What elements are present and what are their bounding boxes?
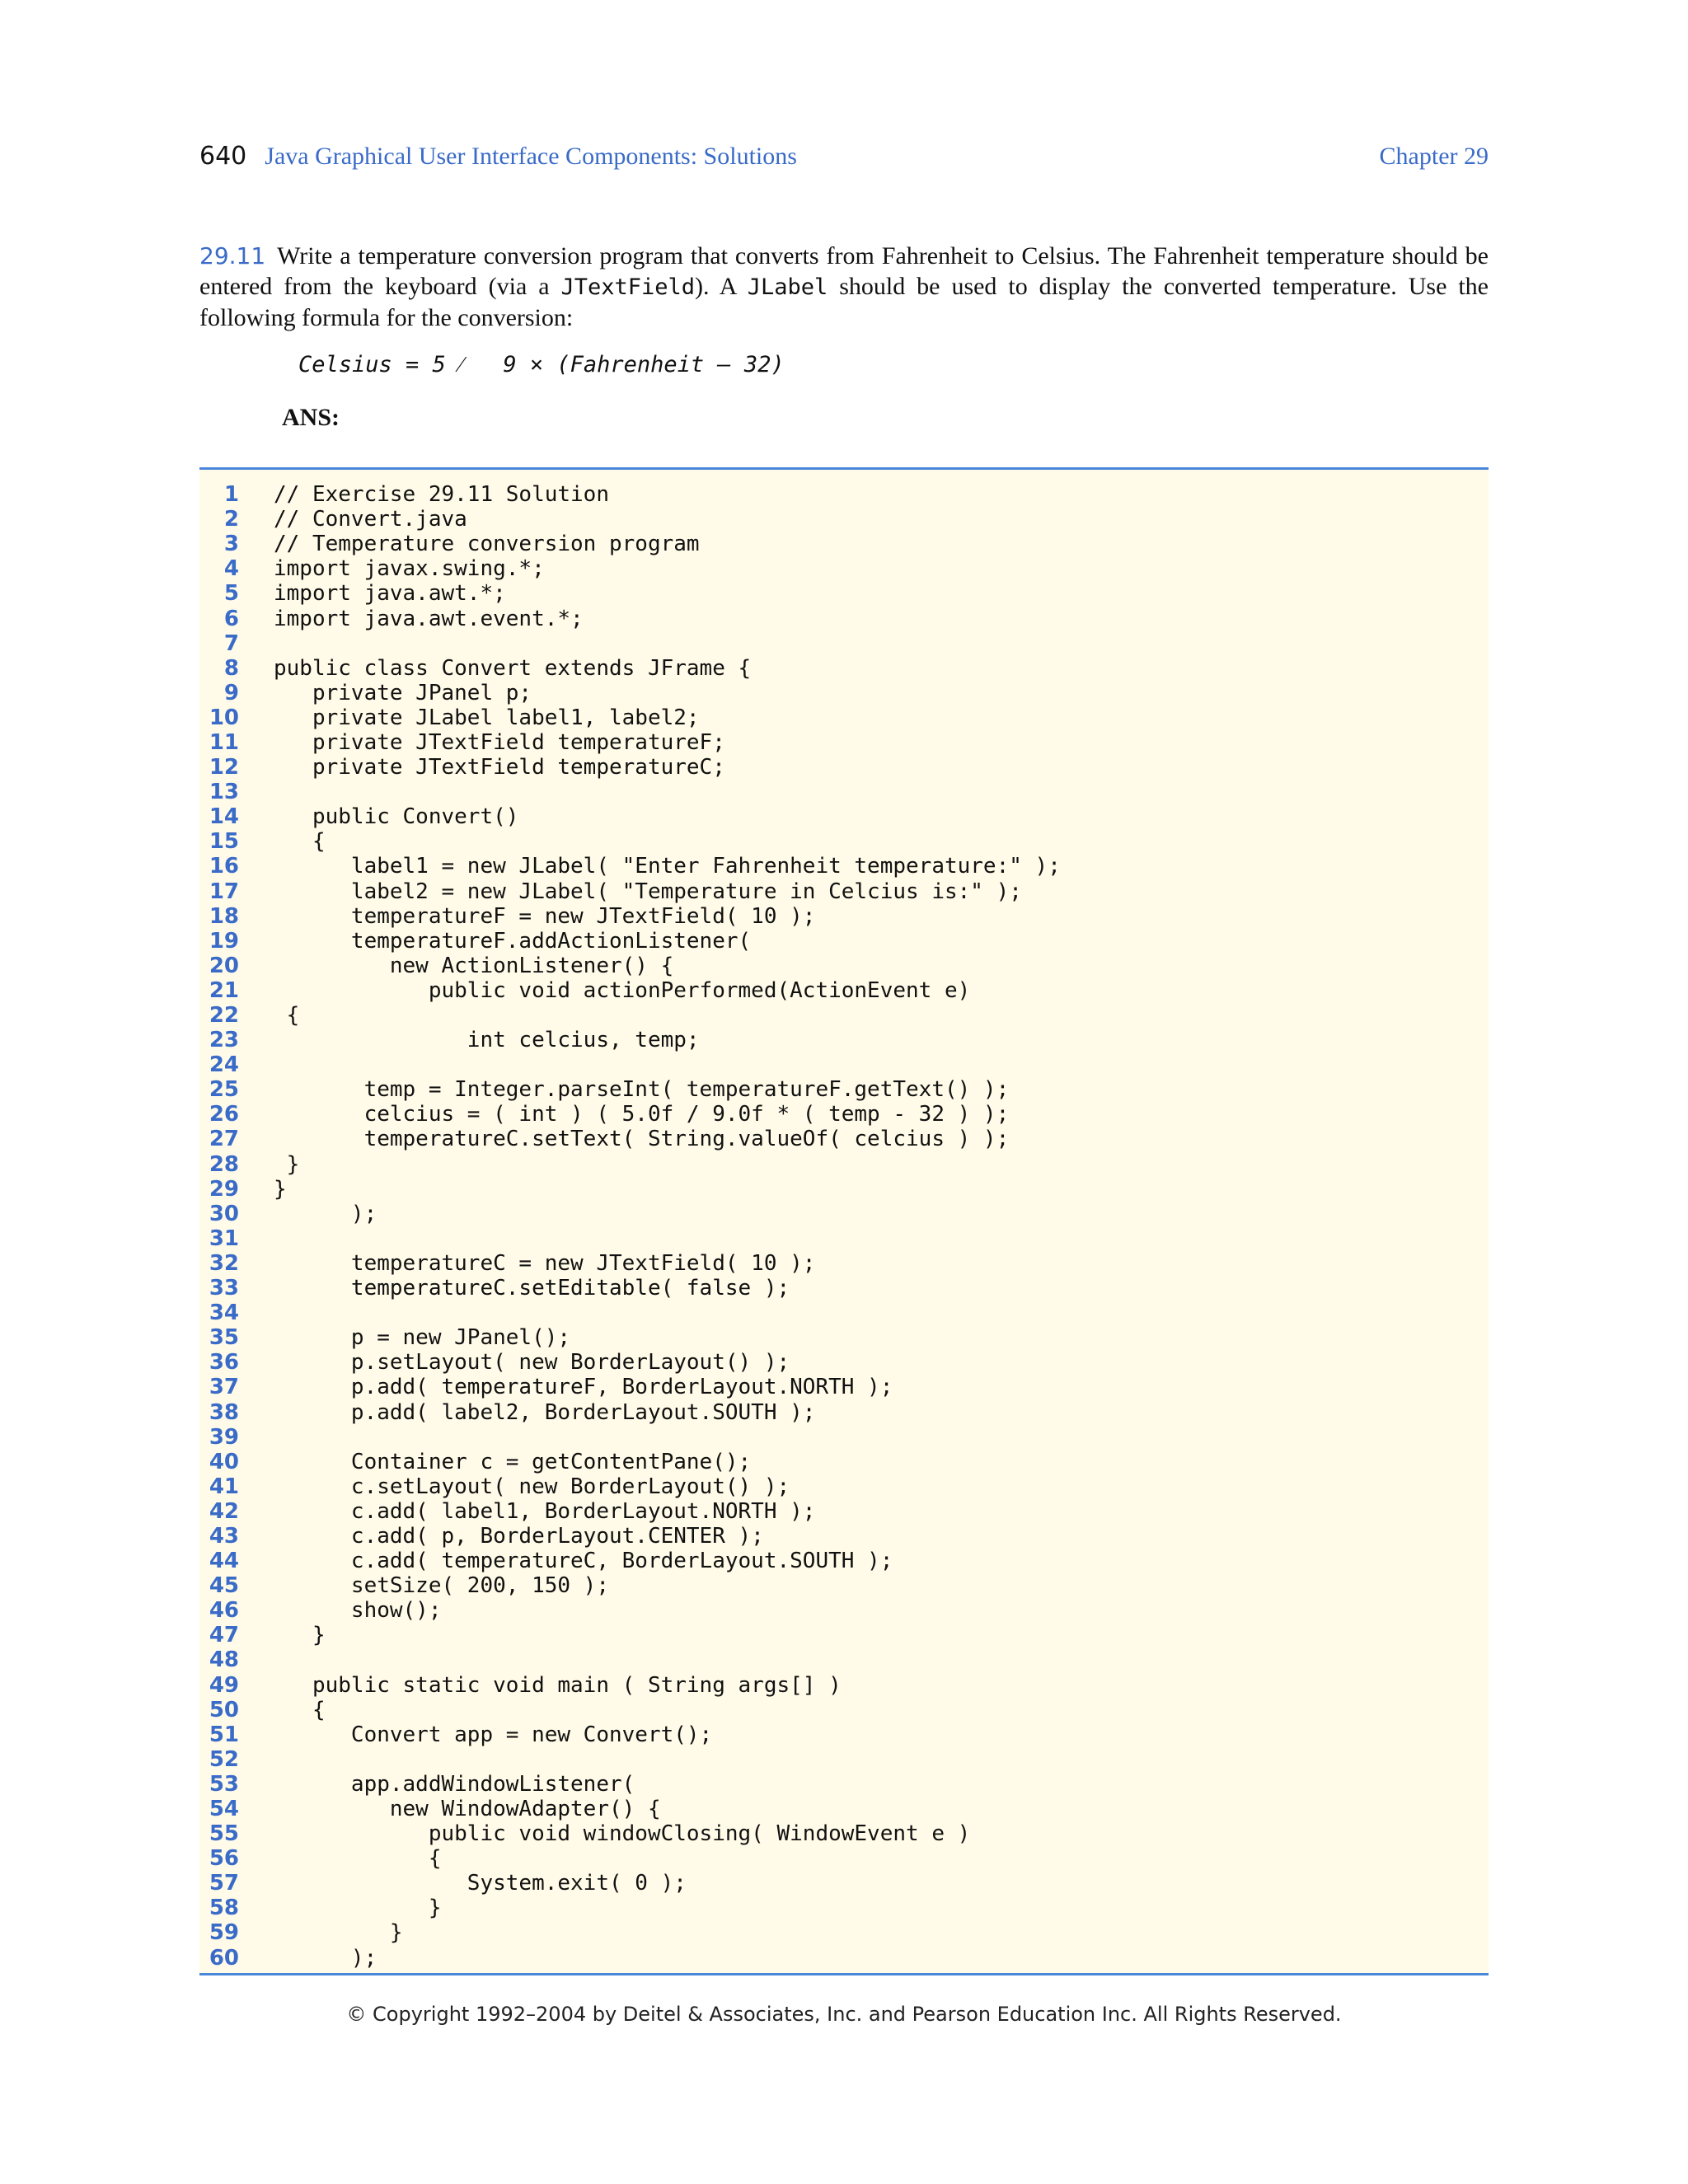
code-line [199,730,1489,755]
code-line [199,1598,1489,1623]
code-text: private JPanel p; [274,680,532,705]
code-line [199,631,1489,656]
code-line [199,755,1489,780]
line-number: 2 [223,507,239,532]
line-number: 48 [209,1647,239,1673]
code-text: } [274,1151,300,1177]
line-number: 51 [209,1722,239,1747]
code-text: } [274,1920,403,1946]
line-number: 19 [209,928,239,954]
code-text: temperatureC = new JTextField( 10 ); [274,1250,816,1276]
line-number: 41 [209,1474,239,1499]
code-line [199,1573,1489,1598]
code-text: label1 = new JLabel( "Enter Fahrenheit temperature:" ); [274,854,1061,879]
code-lines [199,482,1489,1971]
code-line [199,978,1489,1003]
code-line [199,1946,1489,1971]
line-number: 10 [209,705,239,730]
line-number: 46 [209,1598,239,1624]
code-text: // Convert.java [274,507,467,532]
code-text: c.add( label1, BorderLayout.NORTH ); [274,1498,816,1524]
line-number: 4 [223,556,239,582]
code-text: public void windowClosing( WindowEvent e ) [274,1821,971,1847]
line-number: 13 [209,780,239,805]
code-text: temperatureF = new JTextField( 10 ); [274,903,816,929]
exercise-text-3: should be used to display the converted temperature. Use the following formula for the conversion: [199,273,1489,331]
line-number: 7 [223,630,239,656]
code-line [199,1077,1489,1102]
line-number: 35 [209,1325,239,1351]
line-number: 6 [223,606,239,631]
code-line [199,1028,1489,1052]
code-line [199,1301,1489,1325]
line-number: 3 [223,532,239,557]
copyright-footer: © Copyright 1992–2004 by Deitel & Associates, Inc. and Pearson Education Inc. All Rights Reserved. [346,2003,1342,2026]
code-text: } [274,1176,287,1202]
code-line [199,507,1489,532]
code-line [199,1623,1489,1647]
line-number: 1 [223,482,239,508]
line-number: 56 [209,1846,239,1872]
line-number: 60 [209,1945,239,1971]
line-number: 25 [209,1077,239,1103]
code-text: temperatureC.setEditable( false ); [274,1276,790,1301]
code-line [199,829,1489,854]
answer-label: ANS: [282,404,340,431]
line-number: 40 [209,1449,239,1474]
code-text: Container c = getContentPane(); [274,1449,752,1474]
code-line [199,1821,1489,1846]
line-number: 53 [209,1771,239,1797]
code-text: public Convert() [274,804,519,830]
conversion-formula: Celsius = 5 ⁄ 9 × (Fahrenheit – 32) [298,352,785,377]
code-text: temp = Integer.parseInt( temperatureF.getText() ); [274,1077,1010,1103]
line-number: 55 [209,1821,239,1847]
code-text: ); [274,1201,377,1226]
code-text: c.setLayout( new BorderLayout() ); [274,1474,790,1499]
line-number: 59 [209,1920,239,1946]
code-line [199,1102,1489,1127]
code-text: new WindowAdapter() { [274,1797,661,1822]
chapter-label: Chapter 29 [1379,143,1489,170]
code-text: // Temperature conversion program [274,532,700,557]
code-text: ); [274,1945,377,1971]
code-line [199,1202,1489,1226]
line-number: 26 [209,1102,239,1127]
line-number: 54 [209,1797,239,1822]
line-number: 14 [209,804,239,830]
line-number: 50 [209,1697,239,1722]
code-line [199,1226,1489,1251]
line-number: 21 [209,977,239,1003]
code-text: show(); [274,1598,442,1624]
line-number: 28 [209,1151,239,1177]
line-number: 45 [209,1573,239,1599]
code-line [199,1698,1489,1722]
line-number: 38 [209,1399,239,1425]
code-listing [199,467,1489,1975]
code-line [199,1920,1489,1945]
code-line [199,1152,1489,1177]
line-number: 29 [209,1176,239,1202]
code-text: p = new JPanel(); [274,1325,571,1351]
code-line [199,929,1489,954]
line-number: 22 [209,1003,239,1029]
code-line [199,656,1489,681]
code-text: p.setLayout( new BorderLayout() ); [274,1350,790,1376]
code-line [199,1673,1489,1698]
code-line [199,1399,1489,1424]
inline-code-jlabel: JLabel [747,274,828,300]
code-line [199,606,1489,630]
line-number: 12 [209,755,239,780]
code-line [199,879,1489,904]
code-line [199,1722,1489,1747]
code-line [199,1450,1489,1474]
code-text: int celcius, temp; [274,1028,700,1053]
code-line [199,1003,1489,1028]
code-line [199,1052,1489,1077]
code-text: public class Convert extends JFrame { [274,655,752,681]
code-text: public void actionPerformed(ActionEvent e) [274,977,971,1003]
code-text: p.add( temperatureF, BorderLayout.NORTH ); [274,1375,893,1400]
code-line [199,780,1489,804]
line-number: 42 [209,1498,239,1524]
code-line [199,705,1489,730]
exercise-number: 29.11 [199,242,266,269]
code-text: import java.awt.*; [274,581,506,607]
code-text: celcius = ( int ) ( 5.0f / 9.0f * ( temp - 32 ) ); [274,1102,1010,1127]
line-number: 9 [223,680,239,705]
line-number: 11 [209,729,239,755]
code-line [199,681,1489,705]
line-number: 16 [209,854,239,879]
line-number: 31 [209,1226,239,1251]
code-line [199,1772,1489,1797]
line-number: 32 [209,1250,239,1276]
line-number: 20 [209,953,239,978]
line-number: 5 [223,581,239,607]
running-title: Java Graphical User Interface Components: Solutions [265,143,797,170]
page-number: 640 [199,142,247,171]
exercise-text-1: Write a temperature conversion program that converts from Fahrenheit to Celsius. The Fahrenheit temperature should be entered from the keyboard (via a [199,242,1489,300]
line-number: 36 [209,1350,239,1376]
code-text: c.add( p, BorderLayout.CENTER ); [274,1523,764,1549]
code-text: private JTextField temperatureF; [274,729,725,755]
line-number: 44 [209,1549,239,1574]
line-number: 57 [209,1871,239,1896]
code-text: public static void main ( String args[] ) [274,1672,842,1698]
line-number: 34 [209,1301,239,1326]
code-text: import javax.swing.*; [274,556,545,582]
code-text: c.add( temperatureC, BorderLayout.SOUTH ); [274,1549,893,1574]
code-text: { [274,1697,326,1722]
line-number: 30 [209,1201,239,1226]
code-text: private JTextField temperatureC; [274,755,725,780]
code-line [199,854,1489,879]
line-number: 43 [209,1523,239,1549]
code-line [199,1474,1489,1499]
code-line [199,804,1489,829]
code-text: import java.awt.event.*; [274,606,584,631]
code-line [199,1499,1489,1524]
inline-code-jtextfield: JTextField [560,274,696,300]
code-line [199,1896,1489,1920]
code-text: label2 = new JLabel( "Temperature in Celcius is:" ); [274,879,1022,904]
code-text: { [274,1846,442,1872]
exercise-statement [199,241,1489,333]
exercise-text-2: ). A [695,273,748,300]
code-line [199,954,1489,978]
code-text: // Exercise 29.11 Solution [274,482,609,508]
code-line [199,1797,1489,1821]
code-line [199,581,1489,606]
code-text: new ActionListener() { [274,953,674,978]
line-number: 18 [209,903,239,929]
code-text: { [274,829,326,855]
code-text: app.addWindowListener( [274,1771,635,1797]
line-number: 24 [209,1052,239,1078]
code-line [199,1350,1489,1375]
code-text: private JLabel label1, label2; [274,705,700,730]
code-line [199,1425,1489,1450]
code-text: System.exit( 0 ); [274,1871,687,1896]
line-number: 23 [209,1028,239,1053]
code-line [199,482,1489,507]
code-line [199,1251,1489,1276]
code-line [199,532,1489,556]
line-number: 37 [209,1375,239,1400]
code-line [199,1177,1489,1202]
code-text: temperatureF.addActionListener( [274,928,752,954]
code-text: setSize( 200, 150 ); [274,1573,609,1599]
code-text: p.add( label2, BorderLayout.SOUTH ); [274,1399,816,1425]
line-number: 33 [209,1276,239,1301]
line-number: 47 [209,1623,239,1648]
code-line [199,1276,1489,1301]
line-number: 52 [209,1746,239,1772]
line-number: 58 [209,1896,239,1921]
code-text: temperatureC.setText( String.valueOf( celcius ) ); [274,1127,1010,1152]
line-number: 17 [209,879,239,904]
line-number: 8 [223,655,239,681]
code-line [199,1871,1489,1896]
code-text: Convert app = new Convert(); [274,1722,713,1747]
code-line [199,1747,1489,1772]
code-line [199,1549,1489,1573]
code-line [199,556,1489,581]
line-number: 15 [209,829,239,855]
code-line [199,1846,1489,1871]
code-line [199,1647,1489,1672]
line-number: 39 [209,1424,239,1450]
code-line [199,1375,1489,1399]
code-text: } [274,1896,442,1921]
code-text: { [274,1003,300,1029]
line-number: 49 [209,1672,239,1698]
code-text: } [274,1623,326,1648]
code-line [199,904,1489,929]
line-number: 27 [209,1127,239,1152]
code-line [199,1325,1489,1350]
page-header [199,142,1489,176]
code-line [199,1524,1489,1549]
code-line [199,1127,1489,1151]
